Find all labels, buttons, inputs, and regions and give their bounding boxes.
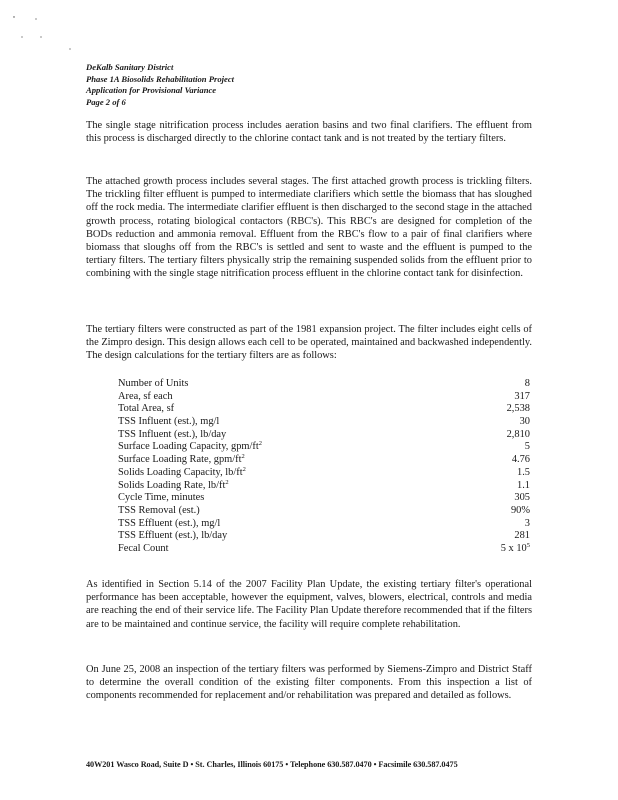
calc-label — [118, 518, 220, 531]
calc-label — [118, 543, 169, 556]
calc-label-text: TSS Effluent (est.), lb/day — [118, 530, 228, 542]
calc-label — [118, 492, 204, 505]
scan-speck — [21, 36, 22, 37]
calc-row — [118, 505, 530, 518]
calc-value-text: 5 x 10 — [500, 542, 527, 554]
calc-value-text: 90% — [510, 504, 530, 516]
calc-row — [118, 416, 530, 429]
calc-row — [118, 403, 530, 416]
calc-value-text: 305 — [514, 492, 530, 504]
calc-value — [490, 416, 530, 429]
design-calculations-table — [118, 378, 530, 556]
calc-value — [490, 492, 530, 505]
calc-label-superscript: 2 — [242, 465, 246, 473]
calc-label-text: TSS Influent (est.), lb/day — [118, 428, 227, 440]
calc-row — [118, 391, 530, 404]
scan-speck — [40, 36, 41, 37]
calc-label-text: Surface Loading Capacity, gpm/ft — [118, 441, 259, 453]
calc-label-text: Surface Loading Rate, gpm/ft — [118, 454, 242, 466]
paragraph-tertiary-filters: The tertiary filters were constructed as part of the 1981 expansion project. The filter includes eight cells of the Zimpro design. This design allows each cell to be operated, maintained and backwashed independently. The design calculations for the tertiary filters are as follows: — [86, 324, 532, 362]
calc-value-text: 5 — [524, 441, 530, 453]
calc-value — [490, 403, 530, 416]
calc-label — [118, 530, 227, 543]
calc-value — [490, 530, 530, 543]
calc-value — [490, 429, 530, 442]
calc-label-superscript: 2 — [258, 440, 262, 448]
calc-value-text: 4.76 — [511, 454, 530, 466]
paragraph-attached-growth: The attached growth process includes several stages. The first attached growth process is trickling filters. The trickling filter effluent is pumped to intermediate clarifiers which settle the biomass that has sloughed off the rock media. The intermediate clarifier effluent is then discharged to the second stage in the attached growth process, rotating biological contactors (RBC's). This RBC's are designed for completion of the BODs reduction and ammonia removal. Effluent from the RBC's flow to a pair of final clarifiers where biomass that sloughs off from the RBC's is settled and sent to waste and the effluent is pumped to the tertiary filters. The tertiary filters physically strip the remaining suspended solids from the effluent prior to combining with the single stage nitrification process effluent in the chlorine contact tank for disinfection. — [86, 176, 532, 280]
calc-label-text: Number of Units — [118, 378, 189, 389]
calc-value — [490, 505, 530, 518]
calc-value — [490, 441, 530, 454]
calc-row — [118, 378, 530, 391]
calc-label — [118, 505, 200, 518]
document-footer: 40W201 Wasco Road, Suite D • St. Charles, Illinois 60175 • Telephone 630.587.0470 • Facsimile 630.587.0475 — [86, 760, 458, 769]
calc-value-text: 1.5 — [517, 466, 530, 478]
paragraph-nitrification: The single stage nitrification process includes aeration basins and two final clarifiers. The effluent from this process is discharged directly to the chlorine contact tank and is not treated by the tertiary filters. — [86, 120, 532, 145]
calc-value — [490, 543, 530, 556]
calc-row — [118, 518, 530, 531]
document-header — [86, 62, 386, 108]
calc-value — [490, 391, 530, 404]
calc-label-text: Area, sf each — [118, 390, 173, 402]
paragraph-facility-plan: As identified in Section 5.14 of the 2007 Facility Plan Update, the existing tertiary filter's operational performance has been acceptable, however the equipment, valves, blowers, electrical, controls and media are reaching the end of their service life. The Facility Plan Update therefore recommended that if the filters are to be maintained and continue service, the facility will require complete rehabilitation. — [86, 579, 532, 630]
calc-label-text: Solids Loading Capacity, lb/ft — [118, 466, 243, 478]
calc-value — [490, 454, 530, 467]
calc-label — [118, 429, 226, 442]
calc-label-text: Solids Loading Rate, lb/ft — [118, 479, 226, 491]
calc-label-superscript: 2 — [225, 478, 229, 486]
header-application: Application for Provisional Variance — [86, 85, 217, 96]
calc-value-text: 3 — [524, 517, 530, 529]
calc-row — [118, 441, 530, 454]
calc-value-text: 2,538 — [506, 403, 530, 415]
calc-label — [118, 480, 229, 493]
calc-row — [118, 543, 530, 556]
calc-row — [118, 530, 530, 543]
calc-label — [118, 391, 173, 404]
calc-label — [118, 441, 262, 454]
calc-label-text: TSS Effluent (est.), mg/l — [118, 517, 221, 529]
header-project: Phase 1A Biosolids Rehabilitation Project — [86, 73, 235, 84]
calc-value-text: 281 — [514, 530, 530, 542]
calc-value — [490, 480, 530, 493]
calc-label-text: TSS Influent (est.), mg/l — [118, 416, 220, 428]
calc-label — [118, 454, 245, 467]
calc-value — [490, 467, 530, 480]
calc-value — [490, 518, 530, 531]
calc-label-text: Total Area, sf — [118, 403, 175, 415]
header-organization: DeKalb Sanitary District — [86, 62, 174, 72]
calc-row — [118, 467, 530, 480]
calc-value-text: 1.1 — [517, 479, 530, 491]
calc-row — [118, 454, 530, 467]
calc-label-text: Cycle Time, minutes — [118, 492, 205, 504]
header-page-number: Page 2 of 6 — [86, 96, 126, 107]
calc-label — [118, 403, 174, 416]
calc-row — [118, 480, 530, 493]
calc-label — [118, 378, 188, 391]
calc-label-text: TSS Removal (est.) — [118, 504, 200, 516]
scan-speck — [69, 48, 70, 49]
paragraph-inspection: On June 25, 2008 an inspection of the tertiary filters was performed by Siemens-Zimpro and District Staff to determine the overall condition of the existing filter components. From this inspection a list of components recommended for replacement and/or rehabilitation was prepared and detailed as follows. — [86, 664, 532, 702]
scan-speck — [35, 18, 36, 19]
calc-value-text: 30 — [519, 416, 530, 428]
calc-label-superscript: 2 — [241, 453, 245, 461]
calc-row — [118, 492, 530, 505]
calc-value-text: 2,810 — [506, 428, 530, 440]
calc-value-superscript: 5 — [526, 541, 530, 549]
calc-row — [118, 429, 530, 442]
calc-label — [118, 416, 219, 429]
calc-value — [490, 378, 530, 391]
calc-label-text: Fecal Count — [118, 542, 169, 554]
calc-value-text: 317 — [514, 390, 530, 402]
scan-speck — [13, 16, 14, 17]
calc-value-text: 8 — [524, 378, 530, 389]
